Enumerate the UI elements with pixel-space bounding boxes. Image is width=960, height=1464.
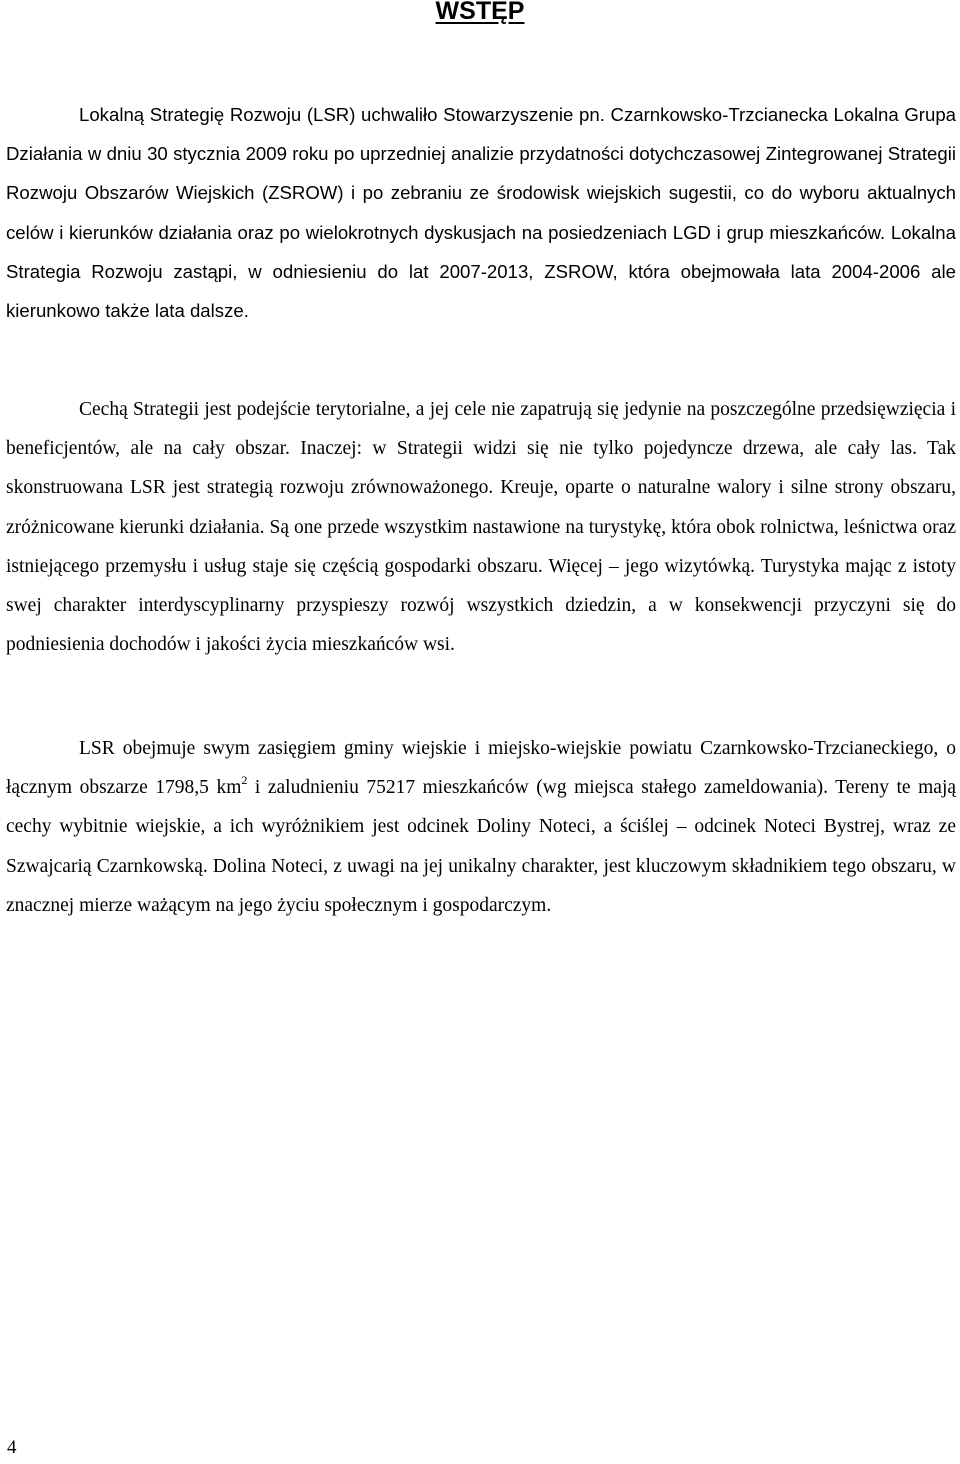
paragraph-intro: Lokalną Strategię Rozwoju (LSR) uchwaliło Stowarzyszenie pn. Czarnkowsko-Trzcianecka Lokalna Grupa Działania w dniu 30 stycznia 2009 roku po uprzedniej analizie przydatności dotychczasowej Zintegrowanej Strategii Rozwoju Obszarów Wiejskich (ZSROW) i po zebraniu ze środowisk wiejskich sugestii, co do wyboru aktualnych celów i kierunków działania oraz po wielokrotnych dyskusjach na posiedzeniach LGD i grup mieszkańców. Lokalna Strategia Rozwoju zastąpi, w odniesieniu do lat 2007-2013, ZSROW, która obejmowała lata 2004-2006 ale kierunkowo także lata dalsze. bbox=[6, 104, 956, 322]
paragraph-territory-text-start: LSR obejmuje swym zasięgiem gminy wiejskie i miejsko-wiejskie powiatu Czarnkowsko-Trzcianeckiego, o łącznym obszarze 1798,5 km bbox=[6, 738, 956, 799]
superscript-squared: 2 bbox=[241, 773, 248, 788]
page-number: 4 bbox=[7, 1437, 17, 1458]
paragraph-territory bbox=[6, 729, 956, 925]
page-title: WSTĘP bbox=[435, 0, 525, 25]
paragraph-territory-text-end: i zaludnieniu 75217 mieszkańców (wg miejsca stałego zameldowania). Tereny te mają cechy wybitnie wiejskie, a ich wyróżnikiem jest odcinek Doliny Noteci, a ściślej – odcinek Noteci Bystrej, wraz ze Szwajcarią Czarnkowską. Dolina Noteci, z uwagi na jej unikalny charakter, jest kluczowym składnikiem tego obszaru, w znacznej mierze ważącym na jego życiu społecznym i gospodarczym. bbox=[6, 777, 957, 916]
paragraph-strategy-features: Cechą Strategii jest podejście terytorialne, a jej cele nie zapatrują się jedynie na poszczególne przedsięwzięcia i beneficjentów, ale na cały obszar. Inaczej: w Strategii widzi się nie tylko pojedyncze drzewa, ale cały las. Tak skonstruowana LSR jest strategią rozwoju zrównoważonego. Kreuje, oparte o naturalne walory i silne strony obszaru, zróżnicowane kierunki działania. Są one przede wszystkim nastawione na turystykę, która obok rolnictwa, leśnictwa oraz istniejącego przemysłu i usług staje się częścią gospodarki obszaru. Więcej – jego wizytówką. Turystyka mając z istoty swej charakter interdyscyplinarny przyspieszy rozwój wszystkich dziedzin, a w konsekwencji przyczyni się do podniesienia dochodów i jakości życia mieszkańców wsi. bbox=[6, 399, 956, 656]
